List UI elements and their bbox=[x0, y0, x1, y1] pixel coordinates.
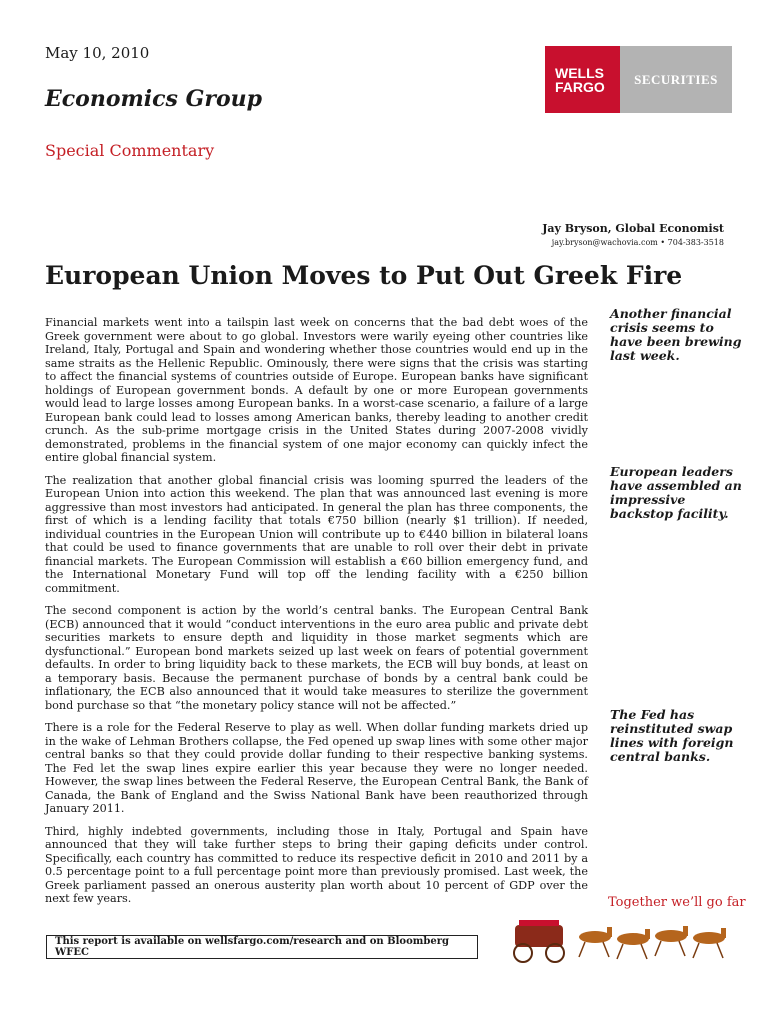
body-paragraph: Financial markets went into a tailspin last week on concerns that the bad debt woes of the Greek government were about to go global. Investors were warily eyeing other countries like Ireland, Italy, Portugal and Spain and wondering whether those countries would end up in the same straits as the Hellenic Republic. Ominously, there were signs that the crisis was starting to affect the financial systems of countries outside of Europe. European banks have significant holdings of European government bonds. A default by one or more European governments would lead to large losses among European banks. In a worst-case scenario, a failure of a large European bank could lead to losses among American banks, thereby leading to another credit crunch. As the sub-prime mortgage crisis in the United States during 2007-2008 vividly demonstrated, problems in the financial system of one major economy can quickly infect the entire global financial system. bbox=[45, 316, 588, 464]
report-title: European Union Moves to Put Out Greek Fire bbox=[45, 261, 683, 290]
brand-tagline: Together we’ll go far bbox=[608, 895, 746, 910]
body-paragraph: The second component is action by the world’s central banks. The European Central Bank (ECB) announced that it would “conduct interventions in the euro area public and private debt securities markets to ensure depth and liquidity in those market segments which are dysfunctional.” European bond markets seized up last week on fears of potential government defaults. In order to bring liquidity back to these markets, the ECB will buy bonds, at least on a temporary basis. Because the permanent purchase of bonds by a central bank could be inflationary, the ECB also announced that it would take measures to sterilize the government bond purchase so that “the monetary policy stance will not be affected.” bbox=[45, 604, 588, 712]
report-date: May 10, 2010 bbox=[45, 44, 150, 62]
wells-fargo-securities-logo bbox=[545, 46, 732, 113]
logo-wells-text: WELLS bbox=[555, 64, 604, 81]
wells-fargo-logo-block bbox=[545, 46, 620, 113]
availability-notice: This report is available on wellsfargo.com/research and on Bloomberg WFEC bbox=[46, 935, 478, 959]
section-label: Special Commentary bbox=[45, 141, 215, 160]
author-name: Jay Bryson, Global Economist bbox=[542, 222, 724, 235]
sidebar-callout: European leaders have assembled an impressive backstop facility. bbox=[610, 464, 742, 521]
stagecoach-illustration bbox=[505, 915, 735, 963]
report-body bbox=[45, 316, 588, 915]
sidebar-callout: The Fed has reinstituted swap lines with foreign central banks. bbox=[610, 707, 734, 764]
securities-logo-block: SECURITIES bbox=[620, 46, 732, 113]
body-paragraph: There is a role for the Federal Reserve to play as well. When dollar funding markets dried up in the wake of Lehman Brothers collapse, the Fed opened up swap lines with some other major central banks so that they could provide dollar funding to their respective banking systems. The Fed let the swap lines expire earlier this year because they were no longer needed. However, the swap lines between the Federal Reserve, the European Central Bank, the Bank of Canada, the Bank of England and the Swiss National Bank have been reauthorized through January 2011. bbox=[45, 721, 588, 815]
body-paragraph: Third, highly indebted governments, including those in Italy, Portugal and Spain have announced that they will take further steps to bring their gaping deficits under control. Specifically, each country has committed to reduce its respective deficit in 2010 and 2011 by a 0.5 percentage point to a full percentage point more than previously promised. Last week, the Greek parliament passed an onerous austerity plan worth about 10 percent of GDP over the next few years. bbox=[45, 824, 588, 905]
economics-group-heading: Economics Group bbox=[45, 86, 263, 112]
author-block bbox=[542, 222, 724, 247]
sidebar-callout: Another financial crisis seems to have been brewing last week. bbox=[610, 306, 742, 363]
logo-fargo-text: FARGO bbox=[555, 78, 605, 95]
author-contact: jay.bryson@wachovia.com • 704-383-3518 bbox=[551, 238, 724, 247]
body-paragraph: The realization that another global financial crisis was looming spurred the leaders of the European Union into action this weekend. The plan that was announced last evening is more aggressive than most investors had anticipated. In general the plan has three components, the first of which is a lending facility that totals €750 billion (nearly $1 trillion). If needed, individual countries in the European Union will contribute up to €440 billion in bilateral loans that could be used to finance governments that are unable to roll over their debt in private financial markets. The European Commission will establish a €60 billion emergency fund, and the International Monetary Fund will top off the lending facility with a €250 billion commitment. bbox=[45, 473, 588, 595]
